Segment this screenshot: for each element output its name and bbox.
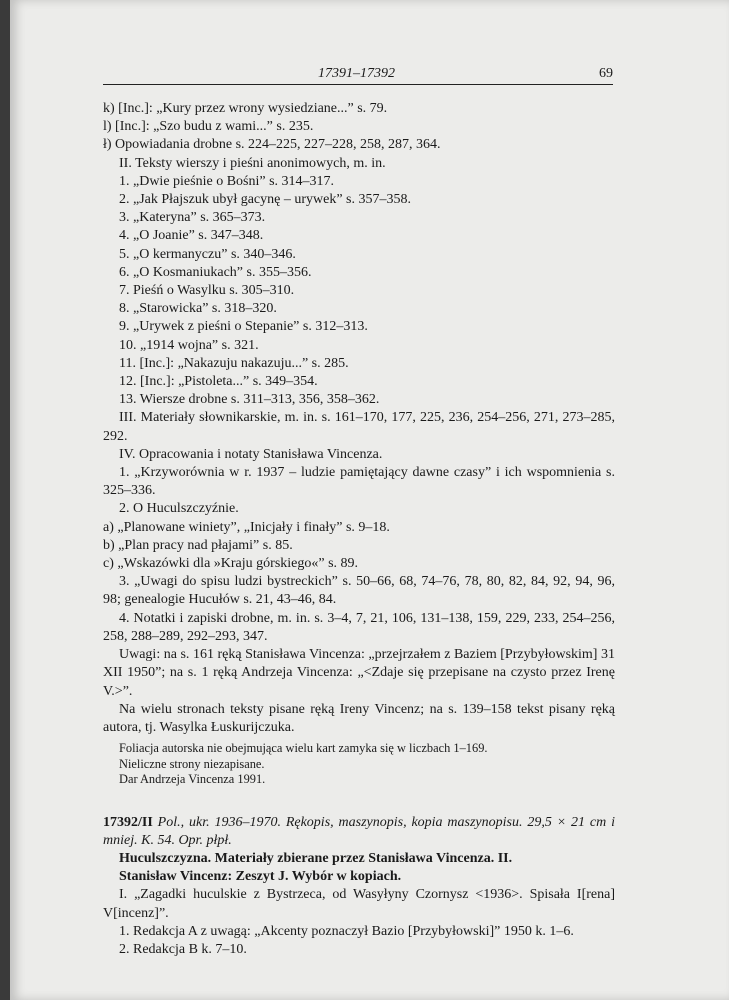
entry-description (103, 814, 615, 850)
list-item: 13. Wiersze drobne s. 311–313, 356, 358–362. (119, 392, 380, 408)
list-item: 3. „Uwagi do spisu ludzi bystreckich” s. 50–66, 68, 74–76, 78, 80, 82, 84, 92, 94, 96, 98; genealogie Hucułów s. 21, 43–46, 84. (103, 574, 615, 608)
remarks-paragraph: Na wielu stronach teksty pisane ręką Ireny Vincenz; na s. 139–158 tekst pisany ręką autora, tj. Wasylka Łuskurijczuka. (103, 701, 615, 735)
list-item: a) „Planowane winiety”, „Inicjały i finały” s. 9–18. (103, 519, 390, 535)
list-item: 4. Notatki i zapiski drobne, m. in. s. 3–4, 7, 21, 106, 131–138, 159, 229, 233, 254–256, 258, 288–289, 292–293, 347. (103, 610, 615, 644)
entry-title: Stanisław Vincenz: Zeszyt J. Wybór w kopiach. (119, 869, 402, 885)
page-body (103, 100, 615, 959)
list-item: 3. „Kateryna” s. 365–373. (119, 210, 266, 226)
remarks-paragraph: Uwagi: na s. 161 ręką Stanisława Vincenza: „przejrzałem z Baziem [Przybyłowskim] 31 XII 1950”; na s. 1 ręką Andrzeja Vincenza: „<Zdaje się przepisane na czysto przez Irenę V.>”. (103, 647, 615, 699)
list-item: 7. Pieśń o Wasylku s. 305–310. (119, 283, 295, 299)
list-item: l) [Inc.]: „Szo budu z wami...” s. 235. (103, 119, 314, 135)
list-item: 1. „Krzyworównia w r. 1937 – ludzie pamiętający dawne czasy” i ich wspomnienia s. 325–336. (103, 465, 615, 499)
list-item: 6. „O Kosmaniukach” s. 355–356. (119, 264, 312, 280)
note-line: Foliacja autorska nie obejmująca wielu kart zamyka się w liczbach 1–169. (119, 741, 488, 756)
list-item: 9. „Urywek z pieśni o Stepanie” s. 312–313. (119, 319, 368, 335)
list-item: k) [Inc.]: „Kury przez wrony wysiedziane...” s. 79. (103, 101, 388, 116)
list-item: 10. „1914 wojna” s. 321. (119, 337, 259, 353)
section-heading: III. Materiały słownikarskie, m. in. s. 161–170, 177, 225, 236, 254–256, 271, 273–285, 292. (103, 410, 615, 444)
list-item: b) „Plan pracy nad płajami” s. 85. (103, 537, 293, 553)
list-item: 2. „Jak Płajszuk ubył gacynę – urywek” s. 357–358. (119, 192, 411, 208)
section-heading: II. Teksty wierszy i pieśni anonimowych, m. in. (119, 155, 386, 171)
entry-id: 17392/II (103, 814, 153, 830)
running-header (103, 66, 613, 85)
page-number: 69 (599, 66, 613, 81)
list-item: 1. „Dwie pieśnie o Bośni” s. 314–317. (119, 173, 335, 189)
list-item: I. „Zagadki huculskie z Bystrzeca, od Wasyłyny Czornysz <1936>. Spisała I[rena] V[incenz]”. (103, 887, 615, 921)
header-range: 17391–17392 (318, 66, 395, 81)
book-page (10, 0, 729, 1000)
list-item: 4. „O Joanie” s. 347–348. (119, 228, 264, 244)
list-item: 8. „Starowicka” s. 318–320. (119, 301, 277, 317)
catalog-entry (103, 814, 615, 960)
list-item: 12. [Inc.]: „Pistoleta...” s. 349–354. (119, 374, 318, 390)
list-item: 5. „O kermanyczu” s. 340–346. (119, 246, 296, 262)
list-item: ł) Opowiadania drobne s. 224–225, 227–228, 258, 287, 364. (103, 137, 441, 153)
list-item: c) „Wskazówki dla »Kraju górskiego«” s. 89. (103, 556, 359, 572)
entry-physical-description: Pol., ukr. 1936–1970. Rękopis, maszynopis, kopia maszynopisu. 29,5 × 21 cm i mniej. K. 54. Opr. płpł. (103, 814, 615, 848)
section-heading: IV. Opracowania i notaty Stanisława Vincenza. (119, 446, 383, 462)
list-item: 2. Redakcja B k. 7–10. (119, 942, 247, 958)
notes-block (103, 741, 615, 788)
note-line: Dar Andrzeja Vincenza 1991. (119, 772, 266, 787)
list-item: 1. Redakcja A z uwagą: „Akcenty poznaczył Bazio [Przybyłowski]” 1950 k. 1–6. (119, 923, 574, 939)
note-line: Nieliczne strony niezapisane. (119, 756, 265, 771)
list-item: 2. O Huculszczyźnie. (119, 501, 239, 517)
entry-title: Huculszczyzna. Materiały zbierane przez Stanisława Vincenza. II. (119, 851, 513, 867)
list-item: 11. [Inc.]: „Nakazuju nakazuju...” s. 285. (119, 355, 349, 371)
